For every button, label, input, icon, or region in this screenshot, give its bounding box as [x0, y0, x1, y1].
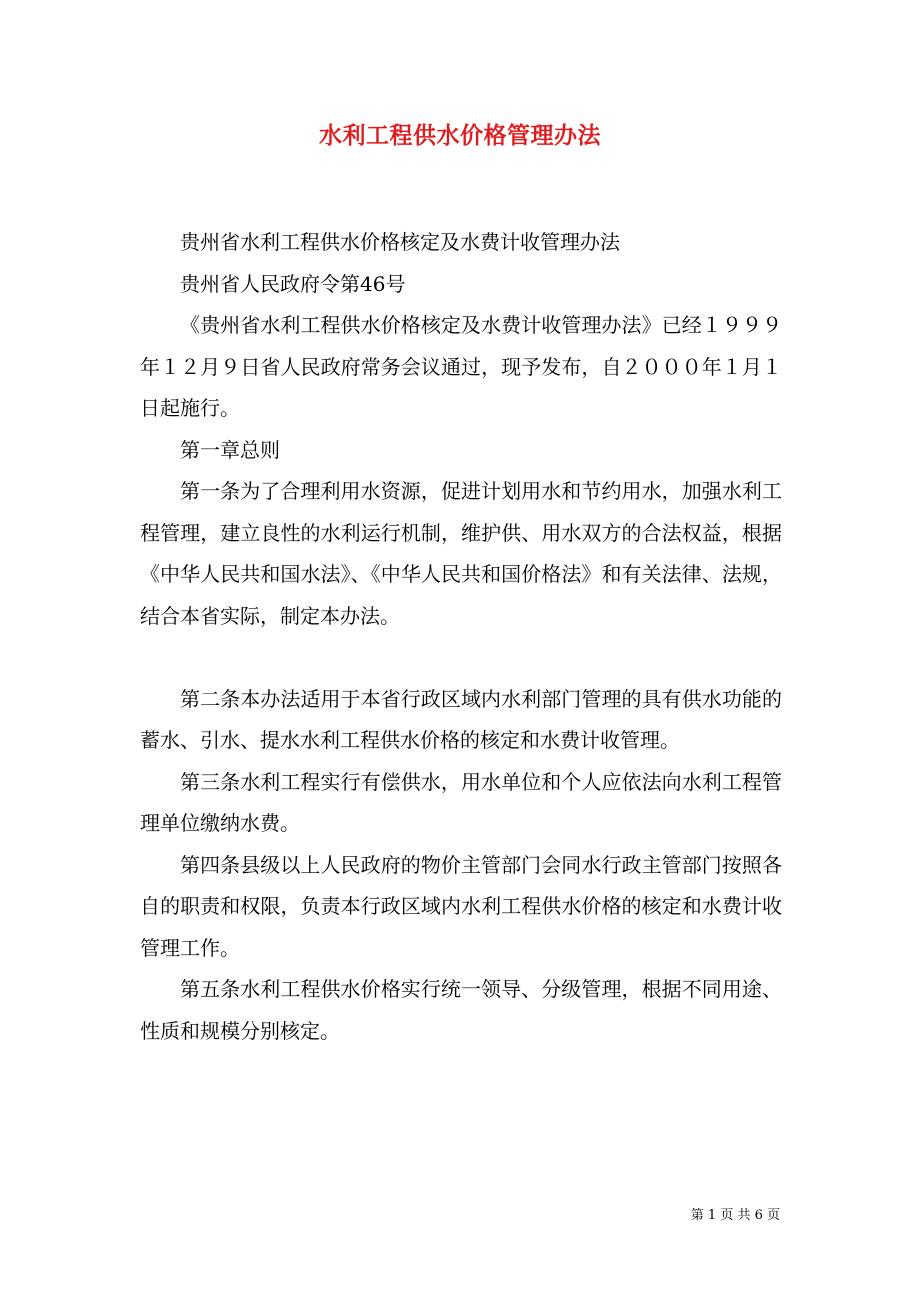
paragraph-article-1: 第一条为了合理利用水资源，促进计划用水和节约用水，加强水利工程管理，建立良性的水利运行机制，维护供、用水双方的合法权益，根据《中华人民共和国水法》、《中华人民共和国价格法》和有关法律、法规，结合本省实际，制定本办法。	[140, 479, 782, 628]
paragraph-article-4: 第四条县级以上人民政府的物价主管部门会同水行政主管部门按照各自的职责和权限，负责本行政区域内水利工程供水价格的核定和水费计收管理工作。	[140, 852, 782, 960]
paragraph-regulation-name: 贵州省水利工程供水价格核定及水费计收管理办法	[180, 230, 620, 254]
paragraph-spacer	[140, 637, 782, 679]
paragraph-article-5: 第五条水利工程供水价格实行统一领导、分级管理，根据不同用途、性质和规模分别核定。	[140, 977, 782, 1043]
paragraph-chapter-heading: 第一章总则	[180, 437, 280, 462]
paragraph-promulgation: 《贵州省水利工程供水价格核定及水费计收管理办法》已经１９９９年１２月９日省人民政府常务会议通过，现予发布，自２０００年１月１日起施行。	[140, 313, 782, 420]
document-body	[140, 222, 782, 1052]
paragraph-decree-number: 贵州省人民政府令第46号	[180, 271, 406, 296]
paragraph-article-2: 第二条本办法适用于本省行政区域内水利部门管理的具有供水功能的蓄水、引水、提水水利工程供水价格的核定和水费计收管理。	[140, 686, 782, 752]
document-title: 水利工程供水价格管理办法	[319, 122, 601, 149]
paragraph-article-3: 第三条水利工程实行有偿供水，用水单位和个人应依法向水利工程管理单位缴纳水费。	[140, 769, 782, 835]
page-number-footer: 第 1 页 共 6 页	[690, 1208, 780, 1223]
